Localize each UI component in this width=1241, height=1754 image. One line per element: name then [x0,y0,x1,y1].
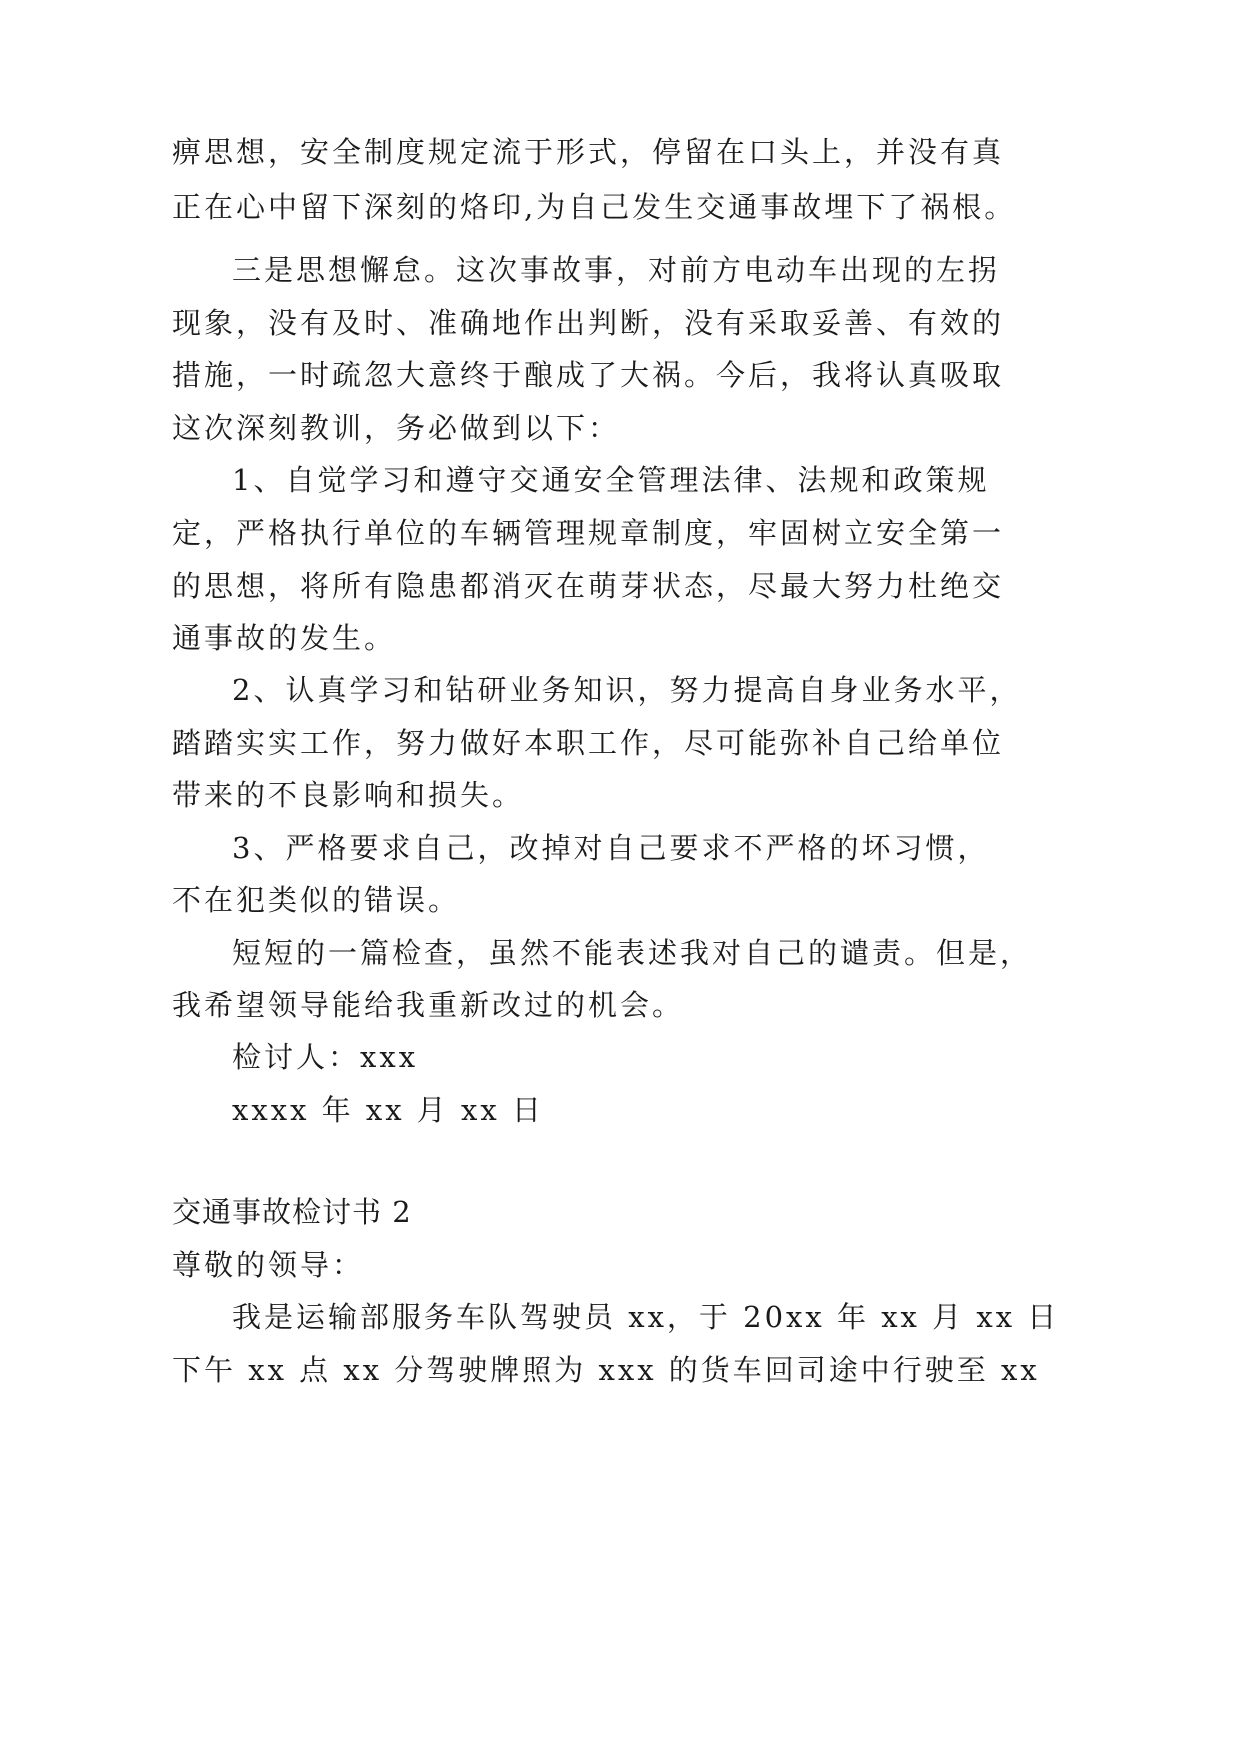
list-item-line: 1、自觉学习和遵守交通安全管理法律、法规和政策规 [232,463,990,497]
list-item-line: 带来的不良影响和损失。 [172,778,525,812]
list-item-line: 踏踏实实工作，努力做好本职工作，尽可能弥补自己给单位 [172,726,1005,760]
paragraph-line: 正在心中留下深刻的烙印,为自己发生交通事故埋下了祸根。 [172,190,1017,224]
paragraph-line: 短短的一篇检查，虽然不能表述我对自己的谴责。但是， [232,936,1033,970]
paragraph-line: 痹思想，安全制度规定流于形式，停留在口头上，并没有真 [172,135,1005,169]
list-item-line: 3、严格要求自己，改掉对自己要求不严格的坏习惯， [232,831,990,865]
paragraph-line: 现象，没有及时、准确地作出判断，没有采取妥善、有效的 [172,306,1005,340]
list-item-line: 不在犯类似的错误。 [172,883,461,917]
list-item-line: 的思想，将所有隐患都消灭在萌芽状态，尽最大努力杜绝交 [172,569,1005,603]
signature-line: 检讨人：xxx [232,1040,419,1074]
paragraph-line: 下午 xx 点 xx 分驾驶牌照为 xxx 的货车回司途中行驶至 xx [172,1353,1040,1387]
date-line: xxxx 年 xx 月 xx 日 [232,1093,544,1127]
paragraph-line: 这次深刻教训，务必做到以下： [172,411,621,445]
paragraph-line: 三是思想懈怠。这次事故事，对前方电动车出现的左拐 [232,253,1001,287]
list-item-line: 通事故的发生。 [172,621,397,655]
list-item-line: 定，严格执行单位的车辆管理规章制度，牢固树立安全第一 [172,516,1005,550]
salutation: 尊敬的领导： [172,1248,365,1282]
paragraph-line: 我是运输部服务车队驾驶员 xx，于 20xx 年 xx 月 xx 日 [232,1300,1060,1334]
paragraph-line: 措施，一时疏忽大意终于酿成了大祸。今后，我将认真吸取 [172,358,1005,392]
list-item-line: 2、认真学习和钻研业务知识，努力提高自身业务水平， [232,673,1022,707]
paragraph-line: 我希望领导能给我重新改过的机会。 [172,988,685,1022]
section-heading: 交通事故检讨书 2 [172,1195,412,1229]
